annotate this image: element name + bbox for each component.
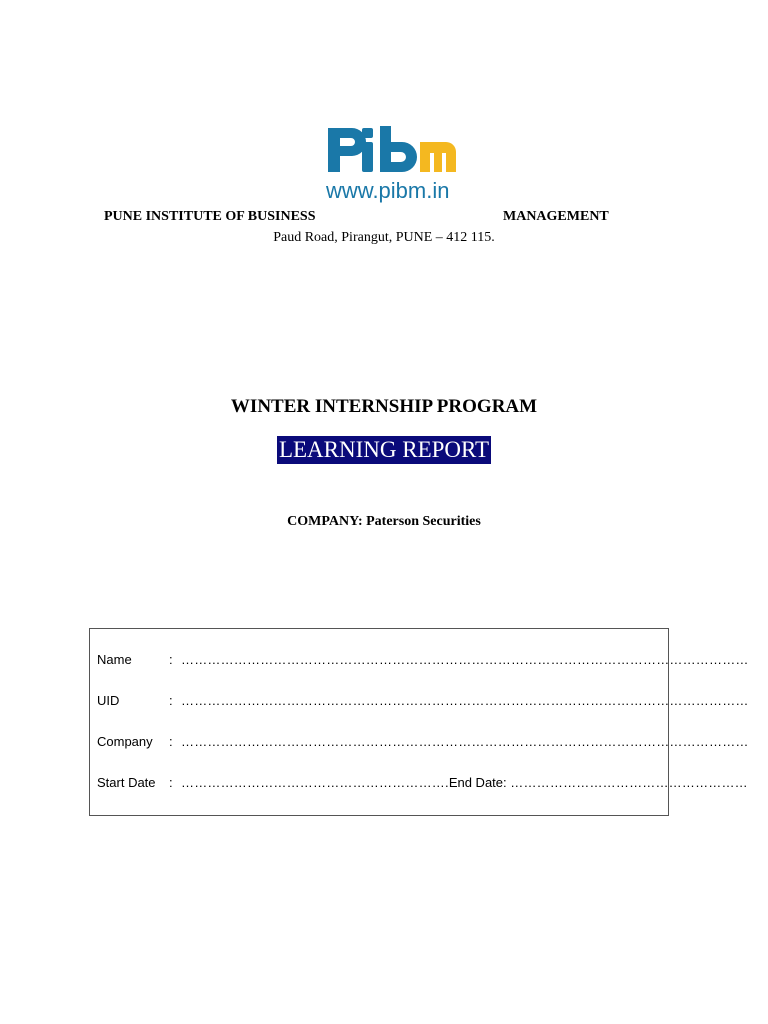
- name-separator: :: [169, 652, 173, 667]
- institute-name-left: PUNE INSTITUTE OF BUSINESS: [104, 209, 316, 224]
- company-line: COMPANY: Paterson Securities: [287, 514, 481, 529]
- form-row-company: [97, 734, 749, 749]
- end-date-label: End Date:: [448, 775, 507, 790]
- institute-name-right: MANAGEMENT: [503, 209, 609, 224]
- form-row-dates: [97, 775, 748, 790]
- name-label: Name: [97, 652, 132, 667]
- end-date-field[interactable]: ………………………………………………: [510, 775, 748, 790]
- name-field[interactable]: …………………………………………………………………………………………………………………: [181, 652, 749, 667]
- institute-address: Paud Road, Pirangut, PUNE – 412 115.: [273, 230, 495, 245]
- uid-label: UID: [97, 693, 120, 708]
- company-label: Company: [97, 734, 153, 749]
- student-details-form: [89, 628, 749, 816]
- form-row-uid: [97, 693, 749, 708]
- report-title-wrap: [0, 436, 768, 464]
- start-date-label: Start Date: [97, 775, 156, 790]
- logo-url-text: www.pibm.in: [326, 178, 450, 203]
- uid-separator: :: [169, 693, 173, 708]
- report-title: LEARNING REPORT: [278, 437, 490, 462]
- pibm-logo: [322, 122, 462, 208]
- uid-field[interactable]: …………………………………………………………………………………………………………………: [181, 693, 749, 708]
- company-separator: :: [169, 734, 173, 749]
- program-title: WINTER INTERNSHIP PROGRAM: [230, 396, 538, 417]
- pibm-logo-mark: [322, 122, 462, 178]
- company-field[interactable]: …………………………………………………………………………………………………………………: [181, 734, 749, 749]
- form-row-name: [97, 652, 749, 667]
- start-date-separator: :: [169, 775, 173, 790]
- start-date-field[interactable]: …………………………………………………….: [181, 775, 449, 790]
